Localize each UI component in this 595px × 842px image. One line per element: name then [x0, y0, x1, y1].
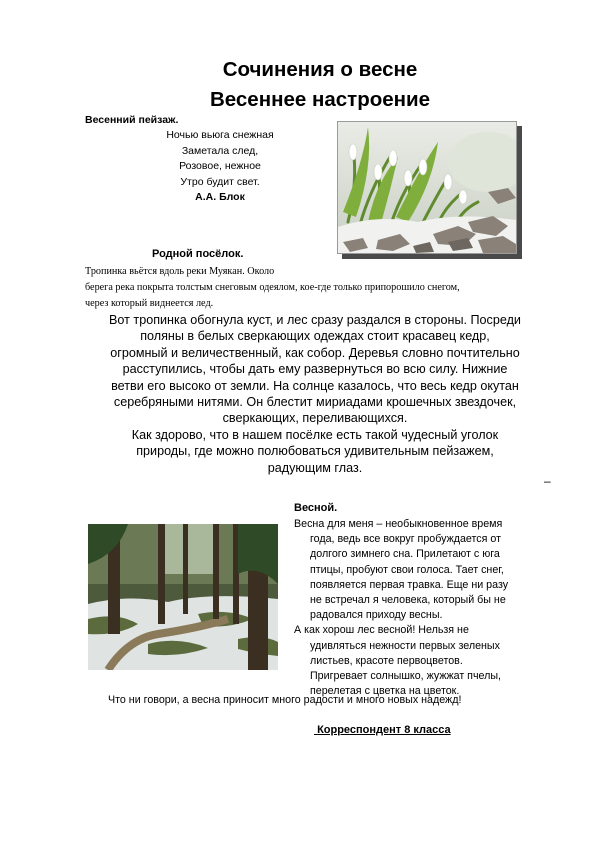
essay1-intro-line: берега река покрыта толстым снеговым одеялом, кое-где только припорошило снегом,	[85, 282, 460, 293]
essay2-line: долгого зимнего сна. Прилетают с юга	[310, 548, 500, 561]
essay2-line: листьев, красоте первоцветов.	[310, 654, 463, 667]
essay1-line: радующим глаз.	[267, 460, 363, 475]
page-title-line2: Весеннее настроение	[209, 88, 431, 111]
forest-photo	[88, 524, 278, 670]
poem-heading: Весенний пейзаж.	[85, 114, 179, 126]
essay2-line: не встречал я человека, который бы не	[310, 594, 506, 607]
snowdrops-photo	[337, 121, 517, 254]
poem-line: Утро будит свет.	[180, 175, 260, 188]
essay1-line: Как здорово, что в нашем посёлке есть такой чудесный уголок	[131, 427, 499, 442]
essay1-line: природы, где можно полюбоваться удивительным пейзажем,	[136, 444, 494, 459]
poem-line: Заметала след,	[181, 144, 259, 157]
snowdrops-image	[338, 122, 516, 253]
poem-author: А.А. Блок	[195, 191, 245, 203]
essay1-line: расступились, чтобы дать ему развернуться во всю силу. Нижние	[122, 362, 508, 377]
essay1-intro	[85, 264, 545, 312]
essay2-heading: Весной.	[294, 502, 338, 514]
essay2-line: радовался приходу весны.	[310, 609, 443, 622]
poem-line: Ночью вьюга снежная	[166, 129, 274, 141]
essay2-line: удивляться нежности первых зеленых	[310, 639, 500, 652]
poem-lines	[100, 128, 340, 206]
essay1-line: сверкающих, переливающихся.	[222, 411, 408, 426]
essay2-closing: Что ни говори, а весна приносит много радости и много новых надежд!	[108, 694, 462, 706]
essay2-body	[294, 517, 564, 699]
signature-text: Корреспондент 8 класса	[317, 724, 451, 736]
essay1-body	[70, 312, 560, 476]
essay1-line: поляны в белых сверкающих одеждах стоит красавец кедр,	[140, 329, 490, 344]
essay1-line: ветви его высоко от земли. На солнце казалось, что весь кедр окутан	[111, 378, 519, 393]
forest-image	[88, 524, 278, 670]
essay2-line: Пригревает солнышко, жужжат пчелы,	[310, 670, 502, 683]
poem-line: Розовое, нежное	[179, 160, 261, 172]
essay1-line: серебряными нитями. Он блестит мириадами крошечных звездочек,	[113, 395, 517, 410]
essay2-line: перелетая с цветка на цветок.	[310, 685, 460, 698]
essay1-intro-line: через который виднеется лед.	[85, 298, 214, 309]
essay2-line: года, ведь все вокруг пробуждается от	[310, 533, 501, 546]
essay2-line: птицы, пробуют свои голоса. Тает снег,	[310, 563, 504, 576]
essay2-line: А как хорош лес весной! Нельзя не	[294, 624, 469, 637]
essay1-line: Вот тропинка обогнула куст, и лес сразу раздался в стороны. Посреди	[109, 313, 521, 327]
essay2-line: появляется первая травка. Еще ни разу	[310, 578, 509, 591]
essay1-line: огромный и величественный, как собор. Деревья словно почтительно	[110, 345, 520, 360]
page-title-line1: Сочинения о весне	[222, 58, 418, 81]
essay1-dash: –	[544, 474, 551, 488]
signature	[314, 724, 451, 736]
essay1-intro-line: Тропинка вьётся вдоль реки Муякан. Около	[85, 266, 275, 277]
essay2-line: Весна для меня – необыкновенное время	[294, 518, 503, 530]
essay1-heading: Родной посёлок.	[152, 248, 244, 260]
